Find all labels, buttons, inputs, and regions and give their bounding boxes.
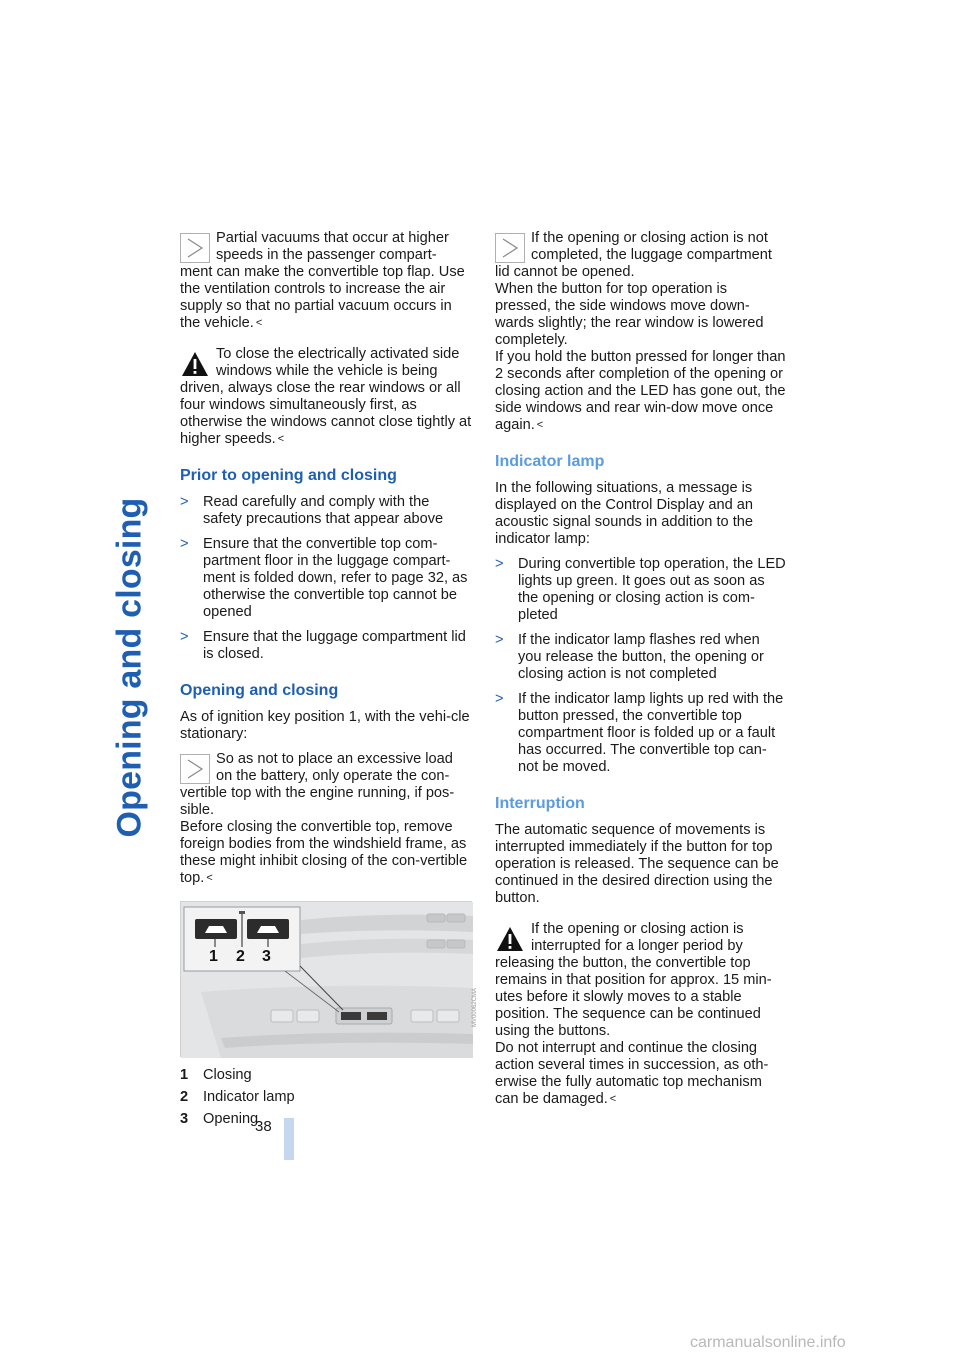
legend-item	[180, 1067, 472, 1084]
heading-interruption: Interruption	[495, 795, 585, 812]
legend-number: 1	[180, 1067, 189, 1083]
list-item	[495, 556, 787, 624]
note-partial-vacuums	[180, 230, 472, 332]
interruption-body: The automatic sequence of movements is interrupted immediately if the button for top operation is released. The sequence can be continued in the desired direction using the button.	[495, 822, 779, 906]
list-item-text: If the indicator lamp flashes red when you release the button, the opening or closing action is not completed	[518, 632, 764, 682]
warning-interruption	[495, 921, 787, 1108]
note-rest-text-2: Before closing the convertible top, remove foreign bodies from the windshield frame, as these might inhibit closing of the con-vertible top.	[180, 819, 468, 886]
list-item	[180, 536, 472, 621]
figure-console-buttons	[180, 901, 478, 1057]
bullet-marker: >	[495, 556, 504, 572]
warning-icon	[180, 349, 210, 379]
note-rest	[180, 819, 472, 887]
warning-first-line: To close the electrically activated side windows while the vehicle is being	[216, 346, 460, 379]
note-first-line: If the opening or closing action is not completed, the luggage compartment	[531, 230, 772, 263]
end-marker: <	[609, 1093, 617, 1105]
callout-2: 2	[236, 948, 245, 965]
console-illustration	[181, 902, 473, 1058]
end-marker: <	[206, 872, 213, 884]
legend-label: Closing	[203, 1067, 252, 1083]
note-icon	[180, 754, 210, 784]
list-item	[495, 691, 787, 776]
bullet-marker: >	[495, 691, 504, 707]
list-item-text: During convertible top operation, the LED lights up green. It goes out as soon as the opening or closing action is com-pleted	[518, 556, 786, 623]
list-item-text: If the indicator lamp lights up red with the button pressed, the convertible top compartment floor is folded up or a fault has occurred. The convertible top can-not be moved.	[518, 691, 784, 775]
note-luggage-lid	[495, 230, 787, 434]
note-rest	[495, 349, 787, 434]
note-first-line: Partial vacuums that occur at higher speeds in the passenger compart-	[216, 230, 449, 263]
left-column	[180, 230, 478, 1133]
warning-rest-text: driven, always close the rear windows or all four windows simultaneously first, as otherwise the windows cannot close tightly at higher speeds.	[180, 380, 472, 447]
heading-prior-to-opening: Prior to opening and closing	[180, 467, 397, 484]
legend-label: Opening	[203, 1111, 259, 1127]
section-title-vertical	[95, 242, 165, 1092]
bullet-marker: >	[180, 629, 189, 645]
heading-indicator-lamp: Indicator lamp	[495, 453, 605, 470]
bullet-marker: >	[180, 494, 189, 510]
indicator-intro: In the following situations, a message is displayed on the Control Display and an acoustic signal sounds in addition to the indicator lamp:	[495, 480, 753, 547]
heading-opening-and-closing: Opening and closing	[180, 682, 339, 699]
list-item	[495, 632, 787, 683]
figure-legend	[180, 1067, 472, 1128]
note-battery	[180, 751, 472, 887]
note-icon	[495, 233, 525, 263]
bullet-marker: >	[495, 632, 504, 648]
legend-number: 2	[180, 1089, 189, 1105]
end-marker: <	[536, 419, 544, 431]
list-item-text: Read carefully and comply with the safety precautions that appear above	[203, 494, 444, 527]
note-rest-text-2: When the button for top operation is pressed, the side windows move down-wards slightly; the rear window is lowered completely.	[495, 281, 764, 348]
legend-label: Indicator lamp	[203, 1089, 295, 1105]
indicator-list	[495, 556, 787, 776]
list-item	[180, 494, 472, 528]
warning-rest	[180, 380, 472, 448]
list-item-text: Ensure that the luggage compartment lid is closed.	[203, 629, 466, 662]
callout-3: 3	[262, 948, 271, 965]
note-icon	[180, 233, 210, 263]
warning-side-windows	[180, 346, 472, 448]
note-rest-text: vertible top with the engine running, if pos-sible.	[180, 785, 455, 818]
warning-rest-text: releasing the button, the convertible top remains in that position for approx. 15 min-utes before it slowly moves to a stable position. The sequence can be continued using the buttons.	[495, 955, 772, 1039]
section-title-text: Opening and closing	[110, 496, 149, 838]
right-column	[495, 230, 787, 1122]
warning-rest-text-2: Do not interrupt and continue the closing action several times in succession, as oth-erwise the fully automatic top mechanism can be damaged.	[495, 1040, 769, 1107]
list-item-text: Ensure that the convertible top com-partment floor in the luggage compart-ment is folded down, refer to page 32, as otherwise the convertible top cannot be opened	[203, 536, 468, 620]
note-rest-text: lid cannot be opened.	[495, 264, 635, 280]
warning-rest	[495, 1040, 787, 1108]
legend-item	[180, 1111, 472, 1128]
note-first-line: So as not to place an excessive load on the battery, only operate the con-	[216, 751, 453, 784]
end-marker: <	[277, 433, 285, 445]
warning-icon	[495, 924, 525, 954]
legend-number: 3	[180, 1111, 189, 1127]
bullet-marker: >	[180, 536, 189, 552]
note-rest-text: ment can make the convertible top flap. Use the ventilation controls to increase the air supply so that no partial vacuum occurs in the vehicle.	[180, 264, 465, 331]
prior-list	[180, 494, 472, 663]
note-rest-text-3: If you hold the button pressed for longer than 2 seconds after completion of the opening or closing action and the LED has gone out, the side windows and rear win-dow move once again.	[495, 349, 786, 433]
opening-intro: As of ignition key position 1, with the vehi-cle stationary:	[180, 709, 470, 742]
end-marker: <	[255, 317, 263, 329]
page-number: 38	[255, 1118, 272, 1135]
legend-item	[180, 1089, 472, 1106]
callout-1: 1	[209, 948, 218, 965]
warning-first-line: If the opening or closing action is interrupted for a longer period by	[531, 921, 744, 954]
watermark-text: carmanualsonline.info	[690, 1334, 846, 1351]
figure-code: MV00062CMA	[472, 988, 478, 1028]
note-rest	[180, 264, 472, 332]
list-item	[180, 629, 472, 663]
